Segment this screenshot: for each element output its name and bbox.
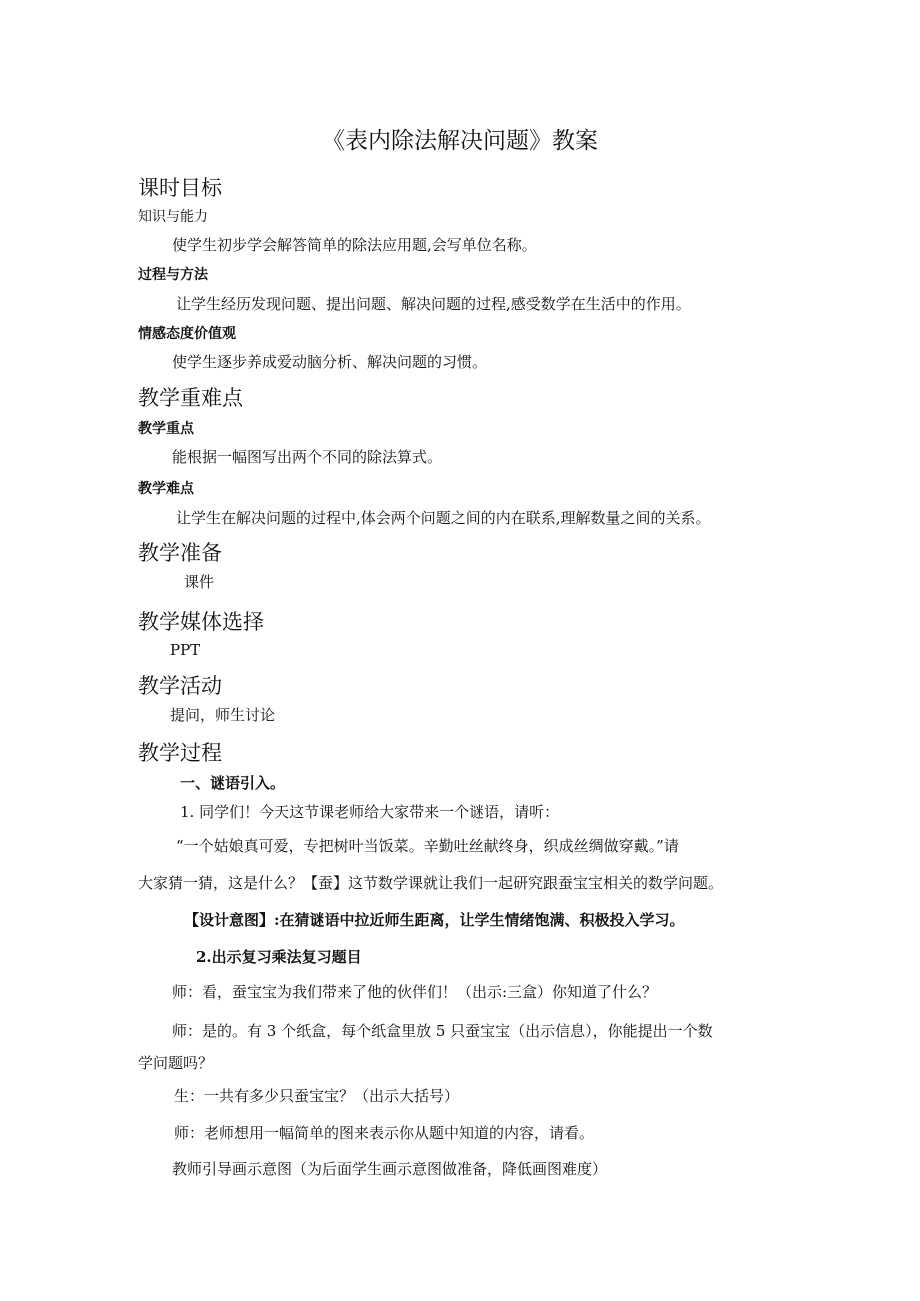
paragraph-difficulty: 让学生在解决问题的过程中,体会两个问题之间的内在联系,理解数量之间的关系。: [176, 509, 711, 527]
paragraph-media: PPT: [170, 641, 201, 659]
step-riddle: 一、谜语引入。: [180, 774, 286, 792]
paragraph-focus: 能根据一幅图写出两个不同的除法算式。: [172, 448, 443, 466]
step-review: 2.出示复习乘法复习题目: [196, 948, 362, 966]
paragraph-guide-diagram: 教师引导画示意图（为后面学生画示意图做准备，降低画图难度）: [172, 1160, 608, 1178]
heading-activities: 教学活动: [138, 674, 222, 698]
paragraph-preparation: 课件: [184, 573, 215, 591]
heading-media: 教学媒体选择: [138, 610, 264, 634]
paragraph-riddle-intro: 1. 同学们！今天这节课老师给大家带来一个谜语，请听：: [180, 803, 560, 821]
heading-preparation: 教学准备: [138, 541, 222, 565]
paragraph-riddle-line1: “一个姑娘真可爱，专把树叶当饭菜。辛勤吐丝献终身，织成丝绸做穿戴。”请: [176, 837, 679, 855]
paragraph-teacher-yes-line2: 学问题吗？: [138, 1054, 214, 1072]
paragraph-riddle-line2: 大家猜一猜，这是什么？【蚕】这节数学课就让我们一起研究跟蚕宝宝相关的数学问题。: [138, 874, 724, 892]
design-intent: 【设计意图】:在猜谜语中拉近师生距离，让学生情绪饱满、积极投入学习。: [184, 911, 685, 929]
paragraph-student-answer: 生：一共有多少只蚕宝宝？（出示大括号）: [174, 1087, 460, 1105]
heading-key-points: 教学重难点: [138, 386, 243, 410]
paragraph-knowledge: 使学生初步学会解答简单的除法应用题,会写单位名称。: [172, 236, 537, 254]
paragraph-activities: 提问，师生讨论: [170, 706, 276, 724]
paragraph-process: 让学生经历发现问题、提出问题、解决问题的过程,感受数学在生活中的作用。: [176, 295, 691, 313]
paragraph-attitude: 使学生逐步养成爱动脑分析、解决问题的习惯。: [172, 353, 488, 371]
subheading-process: 过程与方法: [138, 267, 208, 283]
heading-process: 教学过程: [138, 741, 222, 765]
paragraph-teacher-look: 师：看，蚕宝宝为我们带来了他的伙伴们！（出示:三盒）你知道了什么？: [172, 983, 658, 1001]
subheading-difficulty: 教学难点: [138, 481, 194, 497]
page-title: 《表内除法解决问题》教案: [322, 128, 598, 154]
subheading-attitude: 情感态度价值观: [138, 326, 236, 342]
paragraph-teacher-yes-line1: 师：是的。有 3 个纸盒，每个纸盒里放 5 只蚕宝宝（出示信息），你能提出一个数: [172, 1022, 713, 1040]
subheading-knowledge: 知识与能力: [138, 209, 208, 225]
heading-lesson-goals: 课时目标: [138, 176, 222, 200]
paragraph-teacher-diagram: 师：老师想用一幅简单的图来表示你从题中知道的内容，请看。: [174, 1124, 595, 1142]
subheading-focus: 教学重点: [138, 421, 194, 437]
